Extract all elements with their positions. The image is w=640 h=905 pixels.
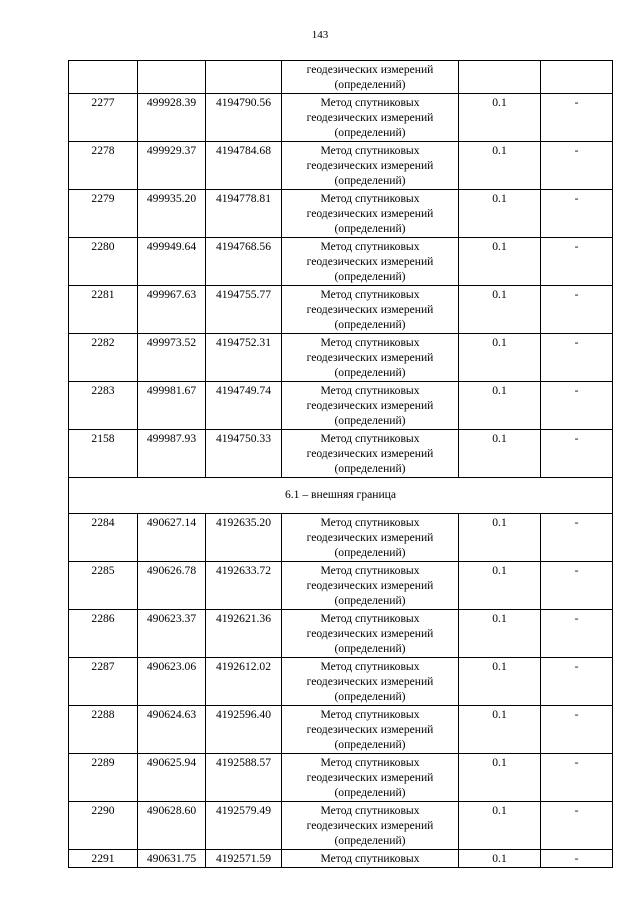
method-line: (определений): [334, 222, 406, 235]
method-line: геодезических измерений: [306, 159, 434, 172]
method-line: (определений): [334, 366, 406, 379]
y-coordinate-cell: 4194778.81: [206, 190, 282, 238]
method-line: Метод спутниковых: [320, 144, 420, 157]
y-coordinate-cell: 4194768.56: [206, 238, 282, 286]
method-cell: [282, 190, 459, 238]
table-row: [69, 94, 613, 142]
method-line: Метод спутниковых: [320, 384, 420, 397]
x-coordinate-cell: 490628.60: [138, 802, 206, 850]
point-number-cell: 2282: [69, 334, 138, 382]
x-coordinate-cell: 499949.64: [138, 238, 206, 286]
note-cell: -: [541, 850, 613, 868]
accuracy-cell: 0.1: [459, 382, 541, 430]
method-line: геодезических измерений: [306, 111, 434, 124]
point-number-cell: 2278: [69, 142, 138, 190]
y-coordinate-cell: 4194750.33: [206, 430, 282, 478]
method-line: геодезических измерений: [306, 447, 434, 460]
method-line: Метод спутниковых: [320, 192, 420, 205]
x-coordinate-cell: [138, 61, 206, 94]
x-coordinate-cell: 499967.63: [138, 286, 206, 334]
point-number-cell: [69, 61, 138, 94]
table-row: [69, 802, 613, 850]
method-line: Метод спутниковых: [320, 432, 420, 445]
accuracy-cell: 0.1: [459, 514, 541, 562]
note-cell: -: [541, 190, 613, 238]
method-line: геодезических измерений: [306, 771, 434, 784]
method-cell: [282, 850, 459, 868]
point-number-cell: 2285: [69, 562, 138, 610]
accuracy-cell: 0.1: [459, 286, 541, 334]
accuracy-cell: 0.1: [459, 142, 541, 190]
table-row: [69, 238, 613, 286]
accuracy-cell: 0.1: [459, 850, 541, 868]
y-coordinate-cell: 4194752.31: [206, 334, 282, 382]
method-cell: [282, 514, 459, 562]
note-cell: -: [541, 562, 613, 610]
method-line: (определений): [334, 462, 406, 475]
section-heading-row: [69, 478, 613, 514]
method-line: (определений): [334, 834, 406, 847]
method-cell: [282, 61, 459, 94]
note-cell: [541, 61, 613, 94]
table-row: [69, 430, 613, 478]
point-number-cell: 2287: [69, 658, 138, 706]
note-cell: -: [541, 238, 613, 286]
note-cell: -: [541, 382, 613, 430]
point-number-cell: 2290: [69, 802, 138, 850]
x-coordinate-cell: 490627.14: [138, 514, 206, 562]
method-cell: [282, 706, 459, 754]
accuracy-cell: 0.1: [459, 658, 541, 706]
accuracy-cell: 0.1: [459, 334, 541, 382]
y-coordinate-cell: 4194749.74: [206, 382, 282, 430]
method-line: (определений): [334, 126, 406, 139]
method-cell: [282, 94, 459, 142]
table-row-continuation: [69, 61, 613, 94]
point-number-cell: 2284: [69, 514, 138, 562]
note-cell: -: [541, 610, 613, 658]
method-cell: [282, 802, 459, 850]
note-cell: -: [541, 658, 613, 706]
point-number-cell: 2291: [69, 850, 138, 868]
point-number-cell: 2277: [69, 94, 138, 142]
table-row: [69, 190, 613, 238]
method-line: (определений): [334, 738, 406, 751]
point-number-cell: 2286: [69, 610, 138, 658]
method-cell: [282, 562, 459, 610]
note-cell: -: [541, 334, 613, 382]
table-row: [69, 286, 613, 334]
method-line: (определений): [334, 594, 406, 607]
method-cell: [282, 334, 459, 382]
method-line: Метод спутниковых: [320, 336, 420, 349]
method-line: Метод спутниковых: [320, 516, 420, 529]
note-cell: -: [541, 286, 613, 334]
point-number-cell: 2279: [69, 190, 138, 238]
method-line: (определений): [334, 690, 406, 703]
note-cell: -: [541, 142, 613, 190]
method-line: Метод спутниковых: [320, 708, 420, 721]
accuracy-cell: 0.1: [459, 190, 541, 238]
accuracy-cell: 0.1: [459, 238, 541, 286]
accuracy-cell: 0.1: [459, 562, 541, 610]
method-line: Метод спутниковых: [320, 564, 420, 577]
method-line: Метод спутниковых: [320, 756, 420, 769]
y-coordinate-cell: 4192635.20: [206, 514, 282, 562]
method-line: геодезических измерений: [306, 255, 434, 268]
coordinates-table: [68, 60, 613, 868]
method-line: Метод спутниковых: [320, 804, 420, 817]
method-line: геодезических измерений: [306, 819, 434, 832]
method-line: геодезических измерений: [306, 399, 434, 412]
table-row: [69, 706, 613, 754]
y-coordinate-cell: [206, 61, 282, 94]
method-cell: [282, 754, 459, 802]
method-line: (определений): [334, 546, 406, 559]
method-cell: [282, 142, 459, 190]
x-coordinate-cell: 490623.37: [138, 610, 206, 658]
method-line: Метод спутниковых: [320, 660, 420, 673]
y-coordinate-cell: 4194784.68: [206, 142, 282, 190]
y-coordinate-cell: 4192612.02: [206, 658, 282, 706]
point-number-cell: 2288: [69, 706, 138, 754]
y-coordinate-cell: 4194755.77: [206, 286, 282, 334]
method-cell: [282, 610, 459, 658]
method-line: (определений): [334, 270, 406, 283]
method-line: Метод спутниковых: [320, 852, 420, 865]
x-coordinate-cell: 499935.20: [138, 190, 206, 238]
method-line: (определений): [334, 642, 406, 655]
point-number-cell: 2283: [69, 382, 138, 430]
x-coordinate-cell: 490625.94: [138, 754, 206, 802]
note-cell: -: [541, 754, 613, 802]
method-line: Метод спутниковых: [320, 612, 420, 625]
table-row: [69, 142, 613, 190]
y-coordinate-cell: 4192596.40: [206, 706, 282, 754]
method-line: Метод спутниковых: [320, 96, 420, 109]
method-line: геодезических измерений: [306, 351, 434, 364]
note-cell: -: [541, 802, 613, 850]
accuracy-cell: 0.1: [459, 802, 541, 850]
y-coordinate-cell: 4192579.49: [206, 802, 282, 850]
method-line: геодезических измерений: [306, 627, 434, 640]
x-coordinate-cell: 499973.52: [138, 334, 206, 382]
x-coordinate-cell: 499987.93: [138, 430, 206, 478]
page-number: 143: [311, 29, 329, 41]
note-cell: -: [541, 94, 613, 142]
point-number-cell: 2289: [69, 754, 138, 802]
method-cell: [282, 430, 459, 478]
section-heading: 6.1 – внешняя граница: [69, 478, 613, 514]
method-line: (определений): [334, 786, 406, 799]
table-row: [69, 658, 613, 706]
accuracy-cell: 0.1: [459, 94, 541, 142]
table-row: [69, 514, 613, 562]
table-row: [69, 562, 613, 610]
table-row: [69, 610, 613, 658]
x-coordinate-cell: 490631.75: [138, 850, 206, 868]
table-row: [69, 754, 613, 802]
x-coordinate-cell: 499928.39: [138, 94, 206, 142]
method-line: геодезических измерений: [306, 207, 434, 220]
method-line: Метод спутниковых: [320, 288, 420, 301]
method-line: (определений): [334, 414, 406, 427]
method-line: геодезических измерений: [306, 579, 434, 592]
accuracy-cell: 0.1: [459, 754, 541, 802]
accuracy-cell: [459, 61, 541, 94]
accuracy-cell: 0.1: [459, 610, 541, 658]
method-line: (определений): [334, 318, 406, 331]
note-cell: -: [541, 706, 613, 754]
table-row: [69, 334, 613, 382]
y-coordinate-cell: 4192621.36: [206, 610, 282, 658]
method-cell: [282, 286, 459, 334]
x-coordinate-cell: 490626.78: [138, 562, 206, 610]
point-number-cell: 2281: [69, 286, 138, 334]
method-line: (определений): [334, 174, 406, 187]
accuracy-cell: 0.1: [459, 430, 541, 478]
y-coordinate-cell: 4192571.59: [206, 850, 282, 868]
method-cell: [282, 658, 459, 706]
method-line: Метод спутниковых: [320, 240, 420, 253]
method-line: геодезических измерений: [306, 63, 434, 76]
method-line: геодезических измерений: [306, 723, 434, 736]
y-coordinate-cell: 4192588.57: [206, 754, 282, 802]
table-row: [69, 382, 613, 430]
accuracy-cell: 0.1: [459, 706, 541, 754]
point-number-cell: 2158: [69, 430, 138, 478]
method-line: (определений): [334, 78, 406, 91]
x-coordinate-cell: 490624.63: [138, 706, 206, 754]
method-line: геодезических измерений: [306, 303, 434, 316]
y-coordinate-cell: 4194790.56: [206, 94, 282, 142]
table-row: [69, 850, 613, 868]
x-coordinate-cell: 499929.37: [138, 142, 206, 190]
note-cell: -: [541, 430, 613, 478]
method-cell: [282, 238, 459, 286]
method-line: геодезических измерений: [306, 531, 434, 544]
method-line: геодезических измерений: [306, 675, 434, 688]
point-number-cell: 2280: [69, 238, 138, 286]
x-coordinate-cell: 490623.06: [138, 658, 206, 706]
x-coordinate-cell: 499981.67: [138, 382, 206, 430]
y-coordinate-cell: 4192633.72: [206, 562, 282, 610]
note-cell: -: [541, 514, 613, 562]
method-cell: [282, 382, 459, 430]
